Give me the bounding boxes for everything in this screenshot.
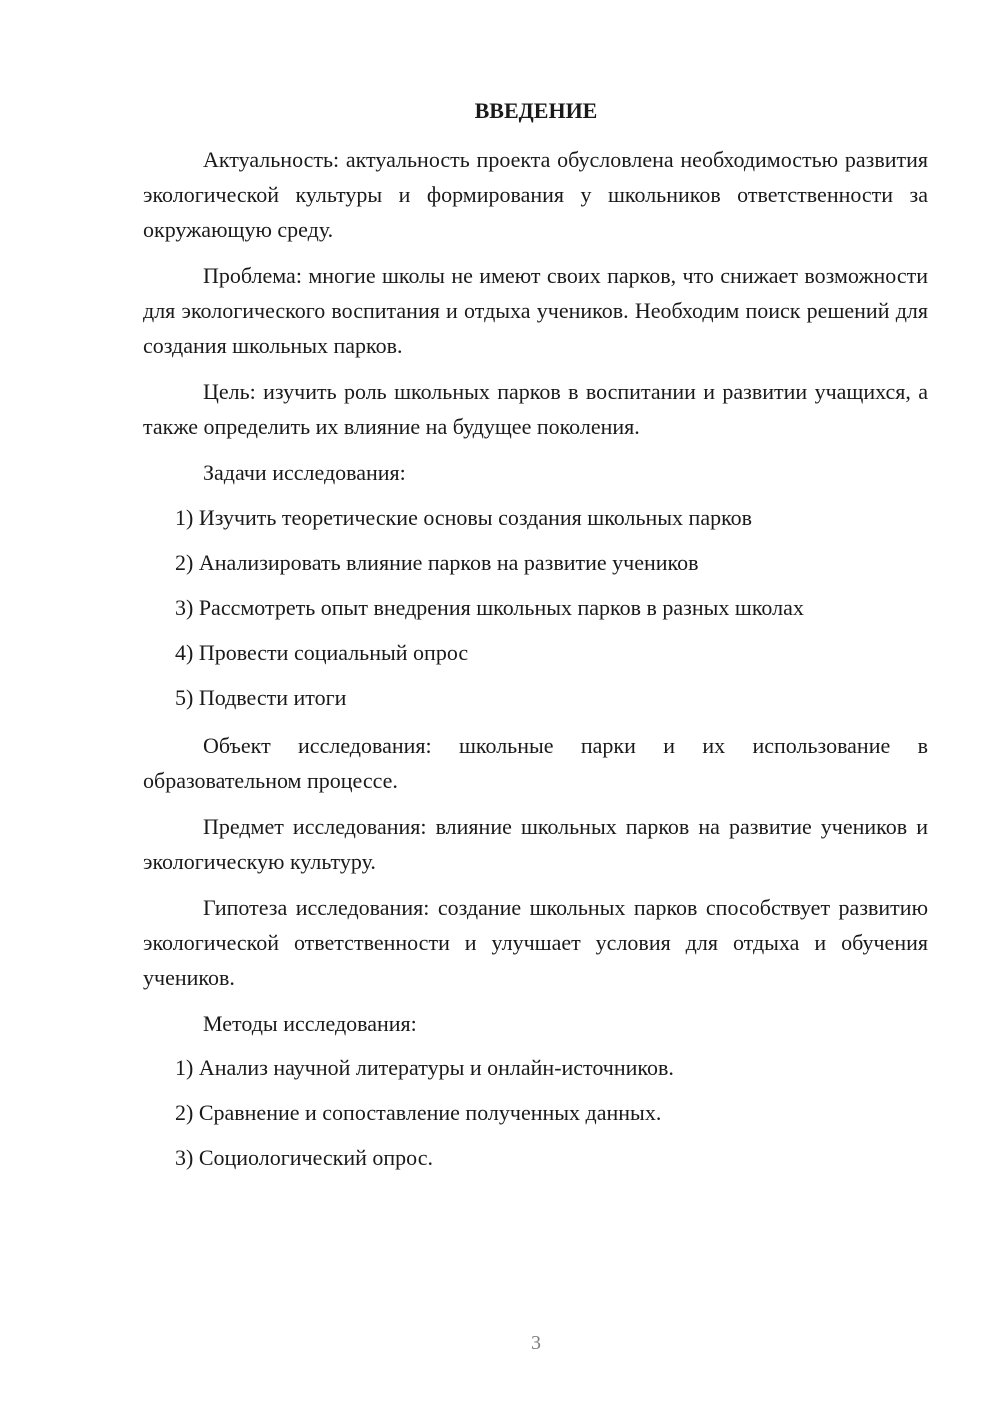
method-item-2: 2) Сравнение и сопоставление полученных данных. xyxy=(175,1100,662,1125)
goal-paragraph: Цель: изучить роль школьных парков в воспитании и развитии учащихся, а также определить их влияние на будущее поколения. xyxy=(143,379,928,439)
task-item-5: 5) Подвести итоги xyxy=(175,685,347,710)
task-item-3: 3) Рассмотреть опыт внедрения школьных парков в разных школах xyxy=(175,595,804,620)
problem-paragraph: Проблема: многие школы не имеют своих парков, что снижает возможности для экологического воспитания и отдыха учеников. Необходим поиск решений для создания школьных парков. xyxy=(143,263,928,358)
method-item-3: 3) Социологический опрос. xyxy=(175,1145,433,1170)
task-item-1: 1) Изучить теоретические основы создания школьных парков xyxy=(175,505,753,530)
page-title: ВВЕДЕНИЕ xyxy=(474,98,598,123)
methods-heading: Методы исследования: xyxy=(203,1011,417,1036)
hypothesis-paragraph: Гипотеза исследования: создание школьных парков способствует развитию экологической ответственности и улучшает условия для отдыха и обучения учеников. xyxy=(143,895,928,990)
page-number: 3 xyxy=(531,1332,541,1354)
object-paragraph: Объект исследования: школьные парки и их использование в образовательном процессе. xyxy=(143,733,928,793)
task-item-4: 4) Провести социальный опрос xyxy=(175,640,469,665)
tasks-heading: Задачи исследования: xyxy=(203,460,406,485)
subject-paragraph: Предмет исследования: влияние школьных парков на развитие учеников и экологическую культуру. xyxy=(143,814,928,874)
task-item-2: 2) Анализировать влияние парков на развитие учеников xyxy=(175,550,699,575)
method-item-1: 1) Анализ научной литературы и онлайн-источников. xyxy=(175,1055,674,1080)
relevance-paragraph: Актуальность: актуальность проекта обусловлена необходимостью развития экологической культуры и формирования у школьников ответственности за окружающую среду. xyxy=(143,147,928,242)
